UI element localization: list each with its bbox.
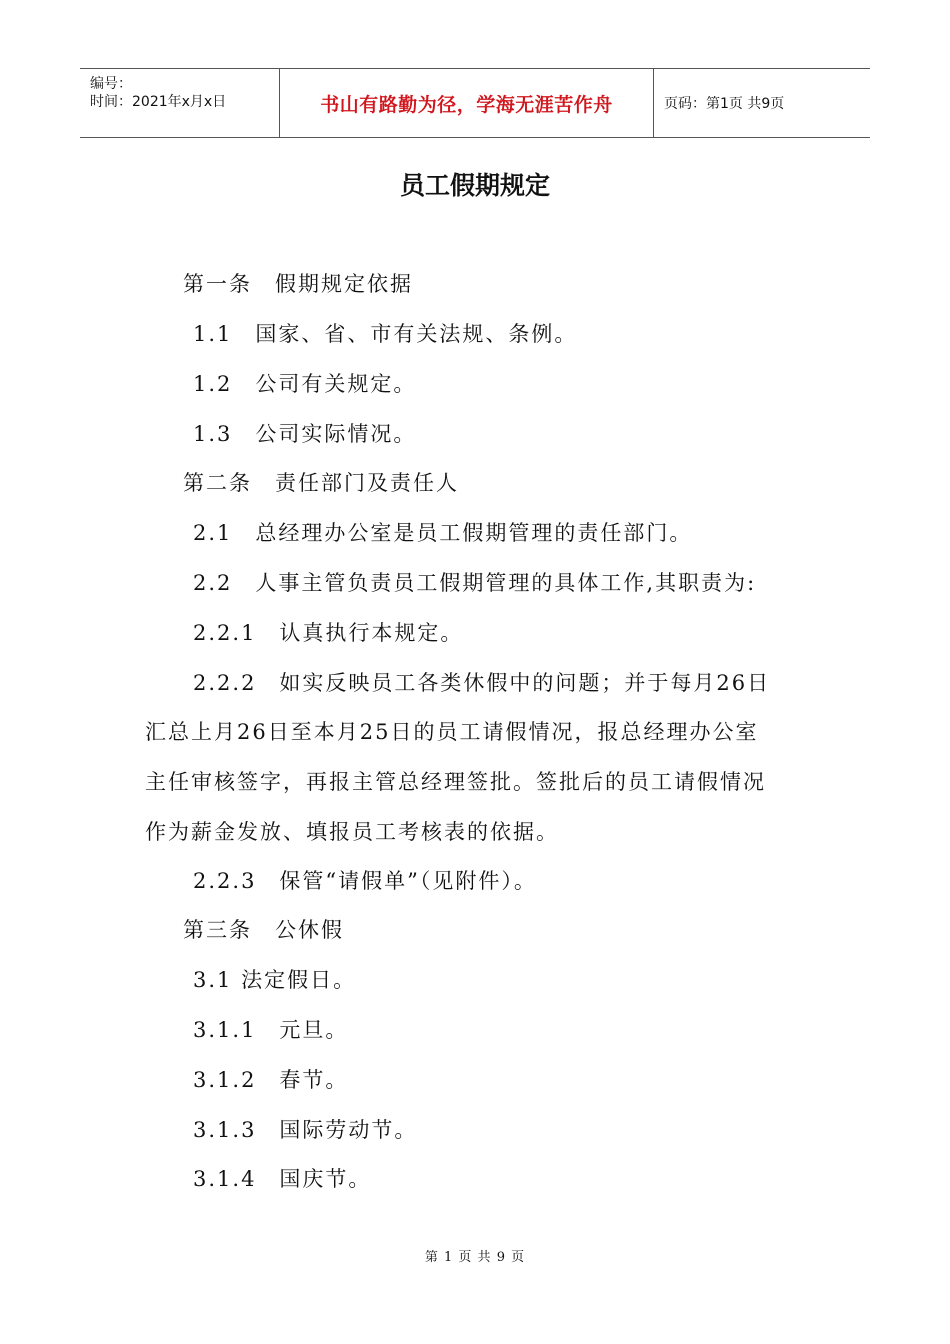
header-page-label: 页码：第1页 共9页 [664, 96, 785, 112]
clause: 2.1 总经理办公室是员工假期管理的责任部门。 [193, 521, 693, 545]
clause: 3.1.1 元旦。 [193, 1018, 349, 1042]
clause: 2.2 人事主管负责员工假期管理的具体工作,其职责为: [193, 571, 757, 595]
clause: 3.1.3 国际劳动节。 [193, 1118, 418, 1142]
document-number-label: 编号： [90, 76, 132, 92]
article-heading: 第三条 公休假 [183, 918, 344, 942]
clause: 2.2.3 保管“请假单”（见附件）。 [193, 869, 537, 893]
clause: 3.1.4 国庆节。 [193, 1167, 372, 1191]
header-motto: 书山有路勤为径，学海无涯苦作舟 [280, 69, 654, 137]
clause: 3.1 法定假日。 [193, 968, 357, 992]
paragraph-line: 汇总上月26日至本月25日的员工请假情况，报总经理办公室 [145, 720, 759, 744]
article-heading: 第二条 责任部门及责任人 [183, 471, 459, 495]
clause: 1.1 国家、省、市有关法规、条例。 [193, 322, 578, 346]
document-time-label: 时间：2021年x月x日 [90, 94, 227, 110]
clause: 3.1.2 春节。 [193, 1068, 349, 1092]
clause: 1.2 公司有关规定。 [193, 372, 417, 396]
page-header [80, 68, 870, 138]
clause: 2.2.2 如实反映员工各类休假中的问题；并于每月26日 [193, 671, 771, 695]
article-heading: 第一条 假期规定依据 [183, 272, 413, 296]
page-footer: 第 1 页 共 9 页 [424, 1250, 526, 1265]
paragraph-line: 主任审核签字，再报主管总经理签批。签批后的员工请假情况 [145, 770, 766, 794]
header-meta [80, 69, 280, 137]
paragraph-line: 作为薪金发放、填报员工考核表的依据。 [145, 820, 559, 844]
clause: 1.3 公司实际情况。 [193, 422, 417, 446]
document-title: 员工假期规定 [399, 171, 550, 200]
clause: 2.2.1 认真执行本规定。 [193, 621, 464, 645]
